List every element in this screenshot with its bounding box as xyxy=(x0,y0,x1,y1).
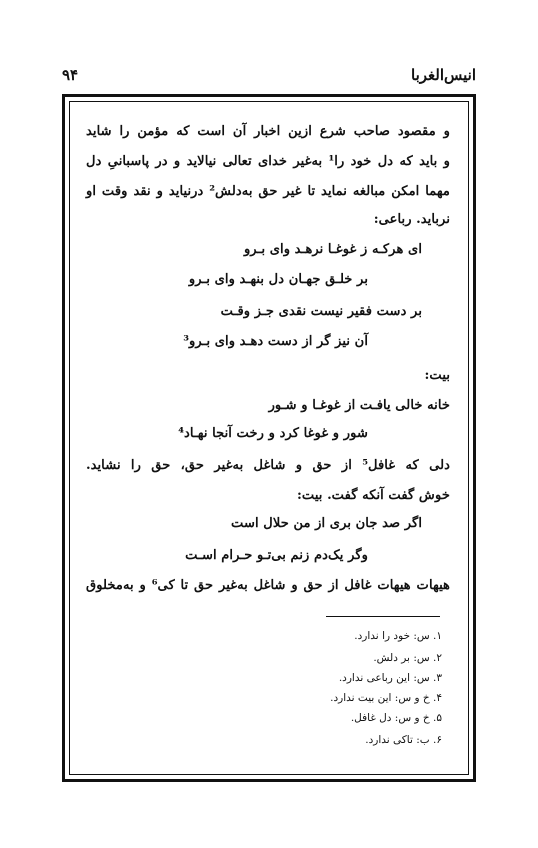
beyt-label: بیت: xyxy=(424,368,450,383)
footnote: ۱. س: خود را ندارد. xyxy=(354,630,442,642)
footnote: ۶. ب: تاکی ندارد. xyxy=(365,734,442,746)
footnote-separator xyxy=(326,616,440,617)
rubai-verse: ای هرکـه ز غوغـا نرهـد وای بـرو xyxy=(243,242,422,257)
footnote: ۵. خ و س: دل غافل. xyxy=(350,712,442,724)
rubai-verse: بر دست فقیر نیست نقدی جـز وقـت xyxy=(220,304,422,319)
rubai-verse: بر خلـق جهـان دل بنهـد وای بـرو xyxy=(188,272,368,287)
beyt-verse: اگر صد جان بری از من حلال است xyxy=(231,516,422,531)
footnote: ۴. خ و س: این بیت ندارد. xyxy=(330,692,442,704)
body-line: و باید که دل خود را¹ به‌غیر خدای تعالی نیالاید و در پاسبانیِ دل xyxy=(86,154,450,169)
body-line: و مقصود صاحب شرع ازین اخبار آن است که مؤمن را شاید xyxy=(86,124,450,139)
body-line: دلی که غافل⁵ از حق و شاغل به‌غیر حق، حق را نشاید. xyxy=(86,458,450,473)
page-header xyxy=(62,66,476,86)
footnote: ۳. س: این رباعی ندارد. xyxy=(338,672,442,684)
footnote: ۲. س: بر دلش. xyxy=(373,652,442,664)
body-line: نرباید. رباعی: xyxy=(373,212,450,227)
page-number: ۹۴ xyxy=(62,66,79,84)
body-line: خوش گفت آنکه گفت. بیت: xyxy=(297,488,450,503)
running-title: انیس‌الغربا xyxy=(411,66,476,84)
beyt-verse: خانه خالی یافـت از غوغـا و شـور xyxy=(268,398,450,413)
beyt-verse: وگر یک‌دم زنم بی‌تـو حـرام اسـت xyxy=(185,548,368,563)
beyt-verse: شور و غوغا کرد و رخت آنجا نهـاد⁴ xyxy=(178,426,368,441)
body-line: مهما امکن مبالغه نماید تا غیر حق به‌دلش² درنیاید و نقد وقت او xyxy=(86,184,450,199)
rubai-verse: آن نیز گر از دست دهـد وای بـرو³ xyxy=(183,334,368,349)
body-line: هیهات هیهات غافل از حق و شاغل به‌غیر حق تا کی⁶ و به‌مخلوق xyxy=(86,578,450,593)
